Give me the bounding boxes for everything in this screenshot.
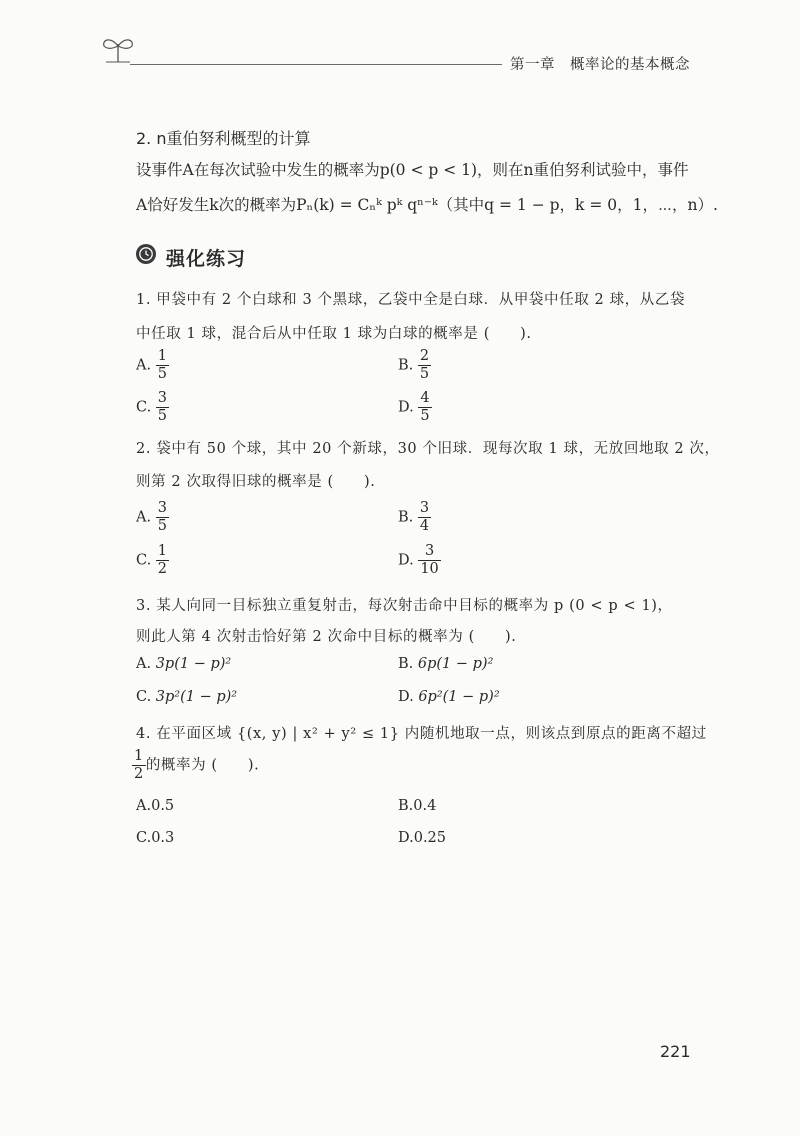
q3-option-c: C. 3p²(1 − p)² — [136, 689, 238, 705]
sprout-icon — [100, 32, 136, 66]
section-paragraph-line2: A恰好发生k次的概率为Pₙ(k) = Cₙᵏ pᵏ qⁿ⁻ᵏ（其中q = 1 − p，k = 0，1，⋯，n）. — [136, 196, 718, 214]
q1-option-c: C. $\frac{3}{5}$ — [136, 390, 168, 424]
q3-line1: 3. 某人向同一目标独立重复射击，每次射击命中目标的概率为 p (0 < p < 1)， — [136, 598, 673, 614]
page-number: 221 — [660, 1042, 691, 1061]
q4-option-a: A.0.5 — [136, 798, 175, 814]
q3-option-a: A. 3p(1 − p)² — [136, 656, 232, 672]
q4-line2: $\frac{1}{2}$ 的概率为 ( ). — [134, 748, 260, 782]
q3-option-b: B. 6p(1 − p)² — [398, 656, 494, 672]
q2-option-b: B. $\frac{3}{4}$ — [398, 500, 430, 534]
q2-line1: 2. 袋中有 50 个球，其中 20 个新球，30 个旧球．现每次取 1 球，无放回地取 2 次， — [136, 441, 720, 457]
section-paragraph-line1: 设事件A在每次试验中发生的概率为p(0 < p < 1)，则在n重伯努利试验中，事件 — [136, 161, 689, 179]
q4-option-c: C.0.3 — [136, 830, 175, 846]
header-rule — [130, 64, 502, 65]
q2-option-a: A. $\frac{3}{5}$ — [136, 500, 167, 534]
q2-option-d: D. $\frac{3}{10}$ — [398, 543, 439, 577]
practice-title: 强化练习 — [166, 248, 247, 270]
q4-option-d: D.0.25 — [398, 830, 447, 846]
section-heading: 2. n重伯努利概型的计算 — [136, 129, 311, 148]
q2-line2: 则第 2 次取得旧球的概率是 ( ). — [136, 474, 376, 490]
q2-option-c: C. $\frac{1}{2}$ — [136, 543, 168, 577]
q1-option-d: D. $\frac{4}{5}$ — [398, 390, 430, 424]
q4-option-b: B.0.4 — [398, 798, 437, 814]
q3-line2: 则此人第 4 次射击恰好第 2 次命中目标的概率为 ( ). — [136, 629, 517, 645]
q1-option-a: A. $\frac{1}{5}$ — [136, 348, 167, 382]
q4-line1: 4. 在平面区域 {(x, y) | x² + y² ≤ 1} 内随机地取一点，则该点到原点的距离不超过 — [136, 726, 707, 742]
chapter-title: 第一章 概率论的基本概念 — [510, 57, 690, 73]
q3-option-d: D. 6p²(1 − p)² — [398, 689, 500, 705]
q1-option-b: B. $\frac{2}{5}$ — [398, 348, 430, 382]
clock-icon — [135, 243, 157, 265]
q1-line1: 1. 甲袋中有 2 个白球和 3 个黑球，乙袋中全是白球．从甲袋中任取 2 球，从乙袋 — [136, 292, 686, 308]
q1-line2: 中任取 1 球，混合后从中任取 1 球为白球的概率是 ( ). — [136, 326, 532, 342]
